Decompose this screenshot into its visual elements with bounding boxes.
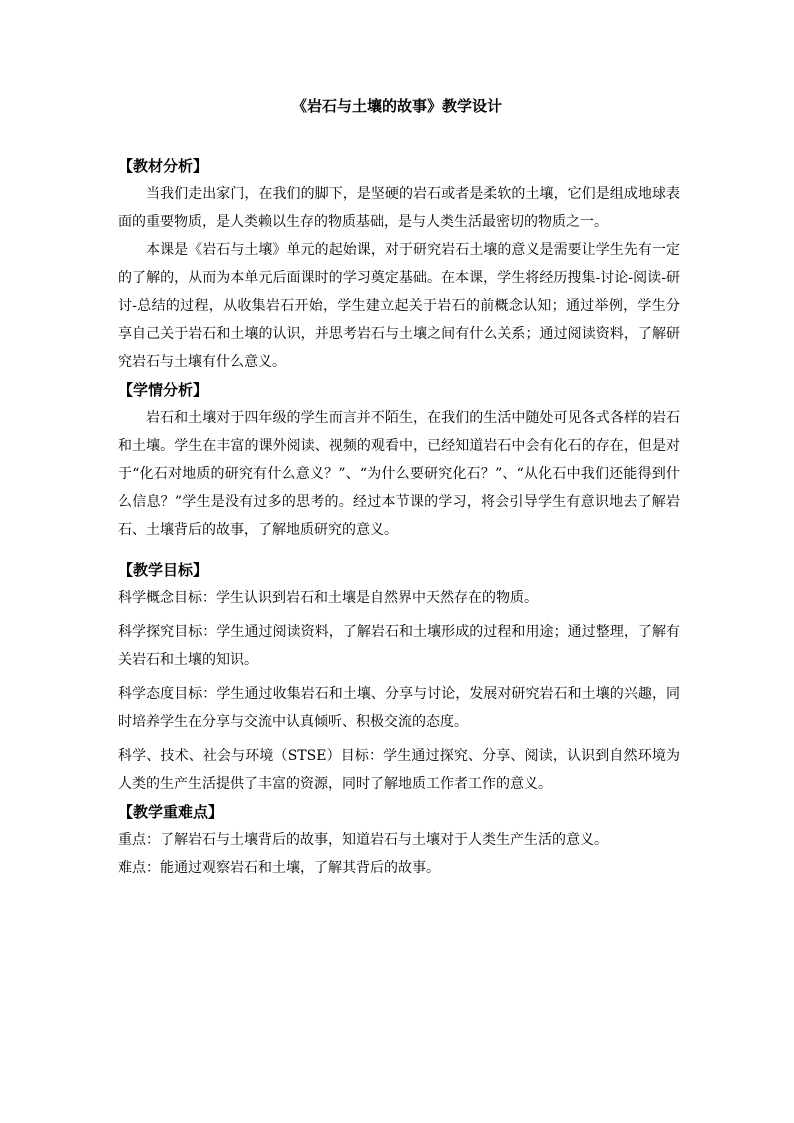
document-body xyxy=(118,152,680,882)
section-heading-students: 【学情分析】 xyxy=(118,381,209,399)
document-title: 《岩石与土壤的故事》教学设计 xyxy=(291,97,502,115)
paragraph-textbook-2: 本课是《岩石与土壤》单元的起始课，对于研究岩石土壤的意义是需要让学生先有一定的了解的，从而为本单元后面课时的学习奠定基础。在本课，学生将经历搜集-讨论-阅读-研讨-总结的过程，从收集岩石开始，学生建立起关于岩石的前概念认知；通过举例，学生分享自己关于岩石和土壤的认识，并思考岩石与土壤之间有什么关系；通过阅读资料，了解研究岩石与土壤有什么意义。 xyxy=(118,242,680,370)
section-textbook-analysis xyxy=(118,152,680,376)
difficult-point: 难点：能通过观察岩石和土壤，了解其背后的故事。 xyxy=(118,860,440,876)
paragraph-students-1: 岩石和土壤对于四年级的学生而言并不陌生，在我们的生活中随处可见各式各样的岩石和土壤。学生在丰富的课外阅读、视频的观看中，已经知道岩石中会有化石的存在，但是对于“化石对地质的研究有什么意义？”、“为什么要研究化石？”、“从化石中我们还能得到什么信息？”学生是没有过多的思考的。经过本节课的学习，将会引导学生有意识地去了解岩石、土壤背后的故事，了解地质研究的意义。 xyxy=(118,410,680,538)
section-heading-goals: 【教学目标】 xyxy=(118,561,209,579)
section-student-analysis xyxy=(118,376,680,544)
goal-stse: 科学、技术、社会与环境（STSE）目标：学生通过探究、分享、阅读，认识到自然环境为人类的生产生活提供了丰富的资源，同时了解地质工作者工作的意义。 xyxy=(118,748,680,792)
paragraph-textbook-1: 当我们走出家门，在我们的脚下，是坚硬的岩石或者是柔软的土壤，它们是组成地球表面的重要物质，是人类赖以生存的物质基础，是与人类生活最密切的物质之一。 xyxy=(118,186,680,230)
section-key-points xyxy=(118,798,680,882)
goal-inquiry: 科学探究目标：学生通过阅读资料，了解岩石和土壤形成的过程和用途；通过整理，了解有关岩石和土壤的知识。 xyxy=(118,624,680,668)
goal-attitude: 科学态度目标：学生通过收集岩石和土壤、分享与讨论，发展对研究岩石和土壤的兴趣，同时培养学生在分享与交流中认真倾听、积极交流的态度。 xyxy=(118,686,680,730)
goal-concept: 科学概念目标：学生认识到岩石和土壤是自然界中天然存在的物质。 xyxy=(118,590,538,606)
section-teaching-goals xyxy=(118,556,680,798)
section-heading-keypoints: 【教学重难点】 xyxy=(118,803,224,821)
key-point: 重点：了解岩石与土壤背后的故事，知道岩石与土壤对于人类生产生活的意义。 xyxy=(118,832,608,848)
section-heading-textbook: 【教材分析】 xyxy=(118,157,209,175)
